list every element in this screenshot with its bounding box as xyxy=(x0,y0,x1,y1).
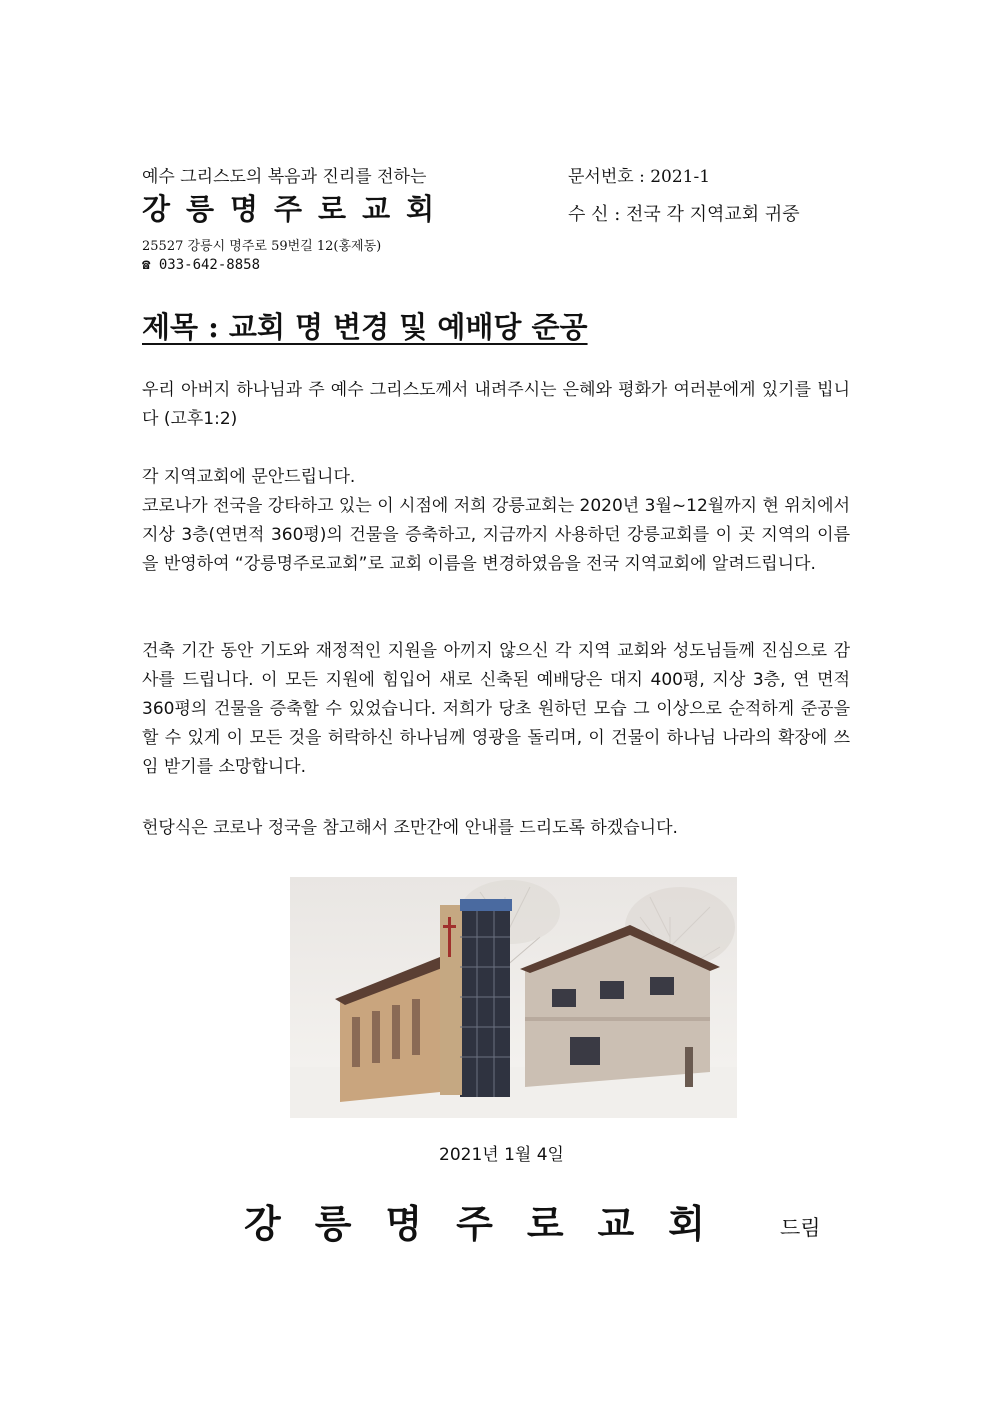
announcement-paragraph: 코로나가 전국을 강타하고 있는 이 시점에 저희 강릉교회는 2020년 3월~12월까지 현 위치에서 지상 3층(연면적 360평)의 건물을 증축하고, 지금까지 사용하던 강릉교회를 이 곳 지역의 이름을 반영하여 “강릉명주로교회”로 교회 이름을 변경하였음을 전국 지역교회에 알려드립니다. xyxy=(142,496,850,574)
thanks-paragraph: 건축 기간 동안 기도와 재정적인 지원을 아끼지 않으신 각 지역 교회와 성도님들께 진심으로 감사를 드립니다. 이 모든 지원에 힘입어 새로 신축된 예배당은 대지 400평, 지상 3층, 연 면적 360평의 건물을 증축할 수 있었습니다. 저희가 당초 원하던 모습 그 이상으로 순적하게 준공을 할 수 있게 이 모든 것을 허락하신 하나님께 영광을 돌리며, 이 건물이 하나님 나라의 확장에 쓰임 받기를 소망합니다. xyxy=(142,641,850,777)
church-address: 25527 강릉시 명주로 59번길 12(홍제동) xyxy=(142,239,382,254)
salutation-line: 각 지역교회에 문안드립니다. xyxy=(142,467,356,487)
church-name-logo: 강릉명주로교회 xyxy=(142,192,451,226)
dedication-notice: 헌당식은 코로나 정국을 참고해서 조만간에 안내를 드리도록 하겠습니다. xyxy=(142,818,678,838)
letter-date: 2021년 1월 4일 xyxy=(439,1145,564,1165)
signature-church-name: 강릉명주로교회 xyxy=(244,1201,739,1246)
recipient-line: 수 신 : 전국 각 지역교회 귀중 xyxy=(568,204,800,225)
church-phone: ☎ 033-642-8858 xyxy=(142,257,261,273)
church-building-image xyxy=(290,877,737,1118)
header-tagline: 예수 그리스도의 복음과 진리를 전하는 xyxy=(142,167,427,187)
greeting-paragraph: 우리 아버지 하나님과 주 예수 그리스도께서 내려주시는 은혜와 평화가 여러분에게 있기를 빕니다 (고후1:2) xyxy=(142,380,850,429)
document-title: 제목 : 교회 명 변경 및 예배당 준공 xyxy=(142,310,588,344)
document-number: 문서번호 : 2021-1 xyxy=(568,167,711,187)
signature-suffix: 드림 xyxy=(780,1216,821,1240)
